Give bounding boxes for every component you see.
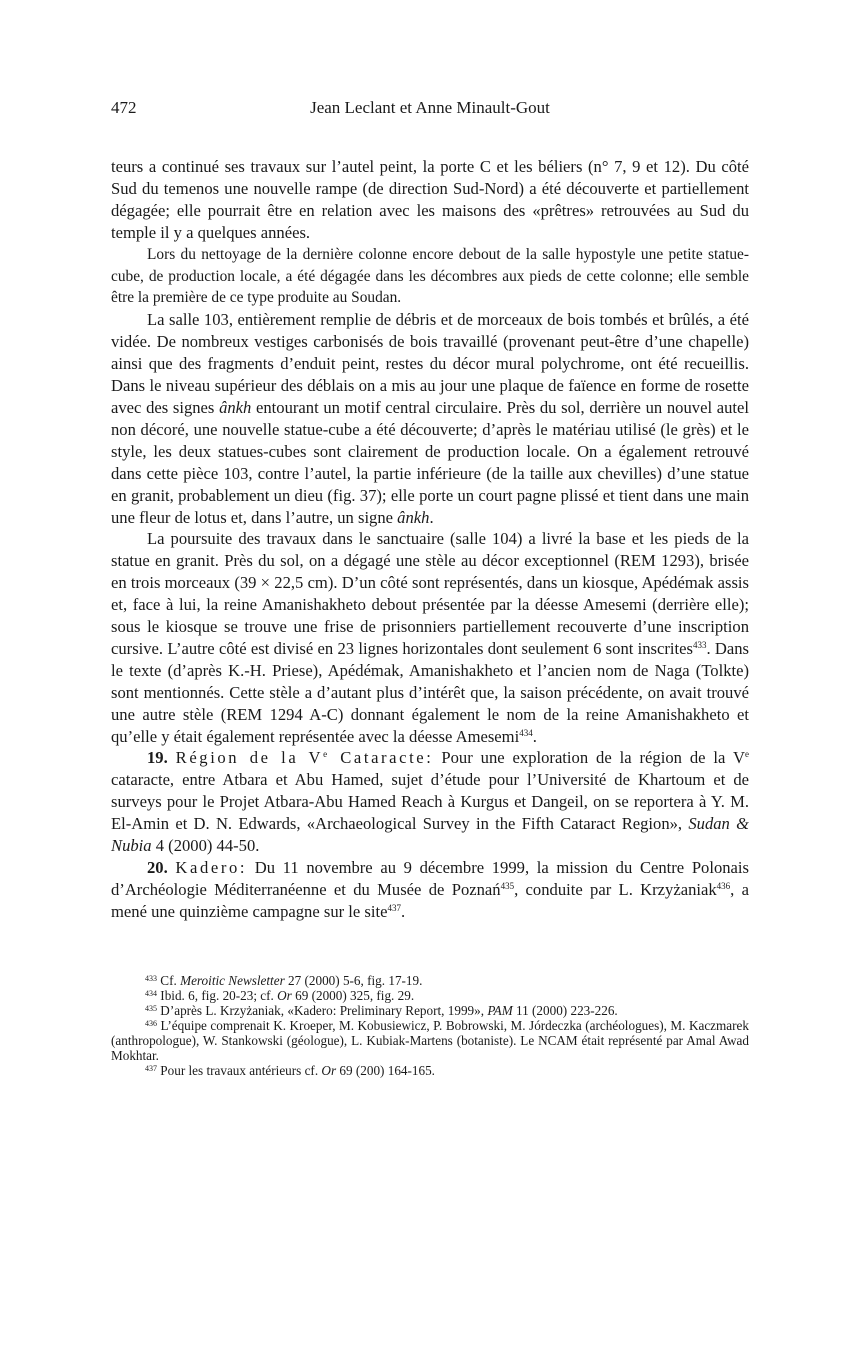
footnote-ref[interactable]: 437 (387, 902, 401, 913)
footnote: $^{434}$ Ibid. 6, fig. 20-23; cf. Or 69 (2000) 325, fig. 29. (145, 987, 415, 1003)
superscript: e (745, 749, 749, 760)
running-head: Jean Leclant et Anne Minault-Gout (310, 98, 550, 117)
footnote: $^{433}$ Cf. Meroitic Newsletter 27 (2000) 5-6, fig. 17-19. (145, 972, 423, 988)
section-20 (111, 857, 749, 923)
footnote-ref[interactable]: 436 (716, 880, 731, 891)
footnote-ref[interactable]: 435 (500, 880, 515, 891)
text-run: 4 (2000) 44-50. (151, 836, 260, 856)
text-run: Du 11 novembre au 9 décembre 1999, la mission du Centre Polonais d’Archéologie Méditerranéenne et du Musée de Poznań (111, 858, 749, 899)
page-number: 472 (111, 98, 137, 117)
text-run: cataracte, entre Atbara et Abu Hamed, sujet d’étude pour l’Université de Khartoum et de surveys pour le Projet Atbara-Abu Hamed Reach à Kurgus et Dangeil, on se reportera à Y. M. El-Amin et D. N. Edwards, «Archaeological Survey in the Fifth Cataract Region», (111, 770, 749, 834)
section-number: 20. (147, 858, 168, 877)
text-run: . (532, 726, 537, 746)
paragraph: Lors du nettoyage de la dernière colonne encore debout de la salle hypostyle une petite statue-cube, de production locale, a été dégagée dans les décombres aux pieds de cette colonne; elle semble être la première de ce type produite au Soudan. (111, 245, 749, 307)
footnote-number: 437 (145, 1063, 157, 1073)
footnote-number: 436 (145, 1018, 157, 1028)
section-19 (111, 747, 749, 857)
footnote-ref[interactable]: 433 (692, 639, 707, 650)
page-header (111, 98, 749, 128)
section-title: Kadero: (175, 858, 248, 877)
section-title: Région de la Ve Cataracte: (175, 748, 434, 768)
italic-term: ânkh (397, 507, 430, 527)
footnote-ref[interactable]: 434 (519, 727, 533, 738)
text-run: . (400, 901, 406, 921)
main-text (111, 156, 749, 923)
footnote: $^{435}$ D’après L. Krzyżaniak, «Kadero: Preliminary Report, 1999», PAM 11 (2000) 223-226. (145, 1002, 618, 1018)
text-run: entourant un motif central circulaire. Près du sol, derrière un nouvel autel non décoré, une nouvelle statue-cube a été découverte; d’après le matériau utilisé (le grès) et le style, les deux statues-cubes sont clairement de production locale. On a également retrouvé dans cette pièce 103, contre l’autel, la partie inférieure (de la taille aux chevilles) d’une statue en granit, probablement un dieu (fig. 37); elle porte un court pagne plissé et tient dans une main une fleur de lotus et, dans l’autre, un signe (111, 397, 749, 527)
text-run: . (429, 507, 434, 527)
paragraph: teurs a continué ses travaux sur l’autel peint, la porte C et les béliers (n° 7, 9 et 12). Du côté Sud du temenos une nouvelle rampe (de direction Sud-Nord) a été découverte et partiellement dégagée; elle pourrait être en relation avec les maisons des «prêtres» retrouvées au Sud du temple il y a quelques années. (111, 157, 749, 242)
footnote: $^{437}$ Pour les travaux antérieurs cf. Or 69 (200) 164-165. (145, 1062, 435, 1078)
text-run: Pour une exploration de la région de la V (433, 748, 745, 768)
text-run: La salle 103, entièrement remplie de débris et de morceaux de bois tombés et brûlés, a été vidée. De nombreux vestiges carbonisés de bois travaillé (provenant peut-être d’une chapelle) ainsi que des fragments d’enduit peint, restes du décor mural polychrome, ont été recueillis. Dans le niveau supérieur des déblais on a mis au jour une plaque de faïence en forme de rosette avec des signes (111, 310, 749, 417)
text-run: , conduite par L. Krzyżaniak (514, 879, 717, 899)
paragraph (111, 309, 749, 528)
footnote: $^{436}$ L’équipe comprenait K. Kroeper, M. Kobusiewicz, P. Bobrowski, M. Jórdeczka (archéologues), M. Kaczmarek (anthropologue), W. Stankowski (géologue), L. Kubiak-Martens (botaniste). Le NCAM était représenté par Amal Awad Mokhtar. (111, 1017, 749, 1063)
text-run: . Dans le texte (d’après K.-H. Priese), Apédémak, Amanishakheto et l’ancien nom de Naga (Tolkte) sont mentionnés. Cette stèle a d’autant plus d’intérêt que, la saison précédente, on avait trouvé une autre stèle (REM 1294 A-C) donnant également le nom de la reine Amanishakheto et qu’elle y était également représentée avec la déesse Amesemi (111, 638, 750, 746)
section-number: 19. (147, 748, 168, 768)
paragraph (111, 528, 749, 747)
journal-title: Sudan & Nubia (111, 814, 749, 856)
text-run: , a mené une quinzième campagne sur le site (111, 879, 750, 921)
footnote-number: 434 (145, 988, 157, 998)
text-run: La poursuite des travaux dans le sanctuaire (salle 104) a livré la base et les pieds de la statue en granit. Près du sol, on a dégagé une stèle au décor exceptionnel (REM 1293), brisée en trois morceaux (39 × 22,5 cm). D’un côté sont représentés, dans un kiosque, Apédémak assis et, face à lui, la reine Amanishakheto debout présentée par la déesse Amesemi (derrière elle); sous le kiosque se trouve une frise de prisonniers partiellement recouverte d’une inscription cursive. L’autre côté est divisé en 23 lignes horizontales dont seulement 6 sont inscrites (111, 529, 749, 658)
footnote-number: 435 (145, 1003, 157, 1013)
page (111, 98, 749, 1078)
footnote-number: 433 (145, 973, 157, 983)
footnotes (111, 973, 749, 1078)
italic-term: ânkh (219, 397, 252, 417)
